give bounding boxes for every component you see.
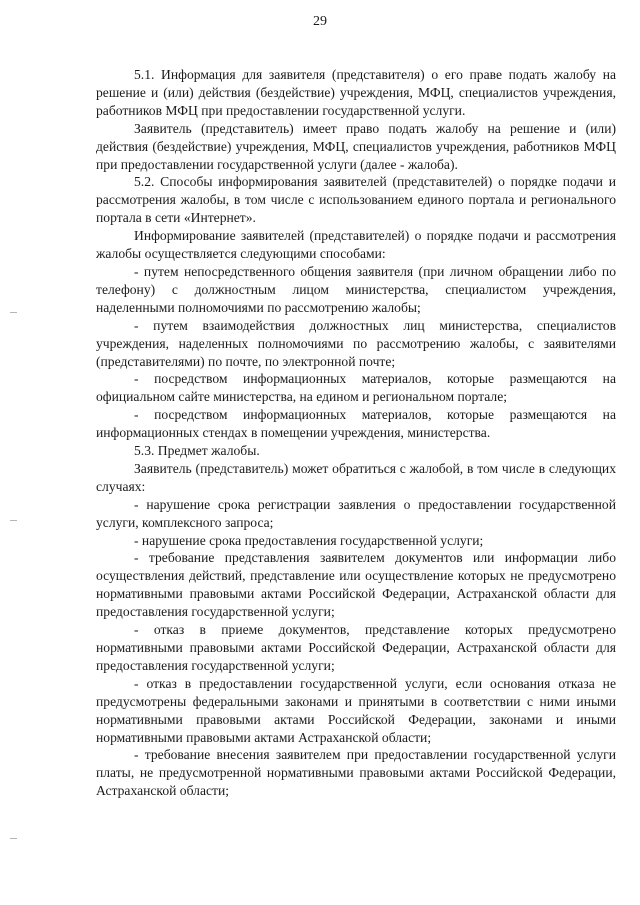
paragraph-5-1-heading: 5.1. Информация для заявителя (представителя) о его праве подать жалобу на решение и (или) действия (бездействие) учреждения, МФЦ, специалистов учреждения, работников МФЦ при предоставлении государственной услуги. bbox=[96, 67, 616, 118]
paragraph-right-to-complain: Заявитель (представитель) имеет право подать жалобу на решение и (или) действия (бездействие) учреждения, МФЦ, специалистов учреждения, работников МФЦ при предоставлении государственной услуги (далее - жалоба). bbox=[96, 120, 616, 172]
paragraph-5-2-heading: 5.2. Способы информирования заявителей (представителей) о порядке подачи и рассмотрения жалобы, в том числе с использованием единого портала и регионального портала в сети «Интернет». bbox=[96, 174, 616, 226]
margin-mark bbox=[10, 520, 17, 521]
document-body bbox=[96, 66, 616, 800]
paragraph-informing-methods: Информирование заявителей (представителей) о порядке подачи и рассмотрения жалобы осуществляется следующими способами: bbox=[96, 228, 616, 262]
list-item-website-materials: - посредством информационных материалов, которые размещаются на официальном сайте министерства, на едином и региональном портале; bbox=[96, 371, 616, 405]
margin-mark bbox=[10, 838, 17, 839]
list-item-direct-communication: - путем непосредственного общения заявителя (при личном обращении либо по телефону) с должностным лицом министерства, специалистом учреждения, наделенными полномочиями по рассмотрению жалобы; bbox=[96, 263, 616, 315]
list-item-service-refusal: - отказ в предоставлении государственной услуги, если основания отказа не предусмотрены федеральными законами и принятыми в соответствии с ними иными нормативными правовыми актами Российской Федерации, законами и иными нормативными правовыми актами Астраханской области; bbox=[96, 675, 616, 745]
list-item-stand-materials: - посредством информационных материалов, которые размещаются на информационных стендах в помещении учреждения, министерства. bbox=[96, 407, 616, 441]
paragraph-5-3-heading: 5.3. Предмет жалобы. bbox=[134, 443, 260, 459]
list-item-registration-delay: - нарушение срока регистрации заявления о предоставлении государственной услуги, комплексного запроса; bbox=[96, 496, 616, 530]
list-item-mail-interaction: - путем взаимодействия должностных лиц министерства, специалистов учреждения, наделенных полномочиями по рассмотрению жалобы, с заявителями (представителями) по почте, по электронной почте; bbox=[96, 317, 616, 369]
paragraph-complaint-cases: Заявитель (представитель) может обратиться с жалобой, в том числе в следующих случаях: bbox=[96, 460, 616, 494]
page-number: 29 bbox=[313, 14, 327, 29]
list-item-service-delay: - нарушение срока предоставления государственной услуги; bbox=[134, 532, 484, 548]
margin-mark bbox=[10, 312, 17, 313]
list-item-extra-payment: - требование внесения заявителем при предоставлении государственной услуги платы, не предусмотренной нормативными правовыми актами Российской Федерации, Астраханской области; bbox=[96, 747, 616, 799]
list-item-extra-documents: - требование представления заявителем документов или информации либо осуществления действий, представление или осуществление которых не предусмотрено нормативными правовыми актами Российской Федерации, Астраханской области для предоставления государственной услуги; bbox=[96, 550, 616, 620]
list-item-document-refusal: - отказ в приеме документов, представление которых предусмотрено нормативными правовыми актами Российской Федерации, Астраханской области для предоставления государственной услуги; bbox=[96, 622, 616, 673]
